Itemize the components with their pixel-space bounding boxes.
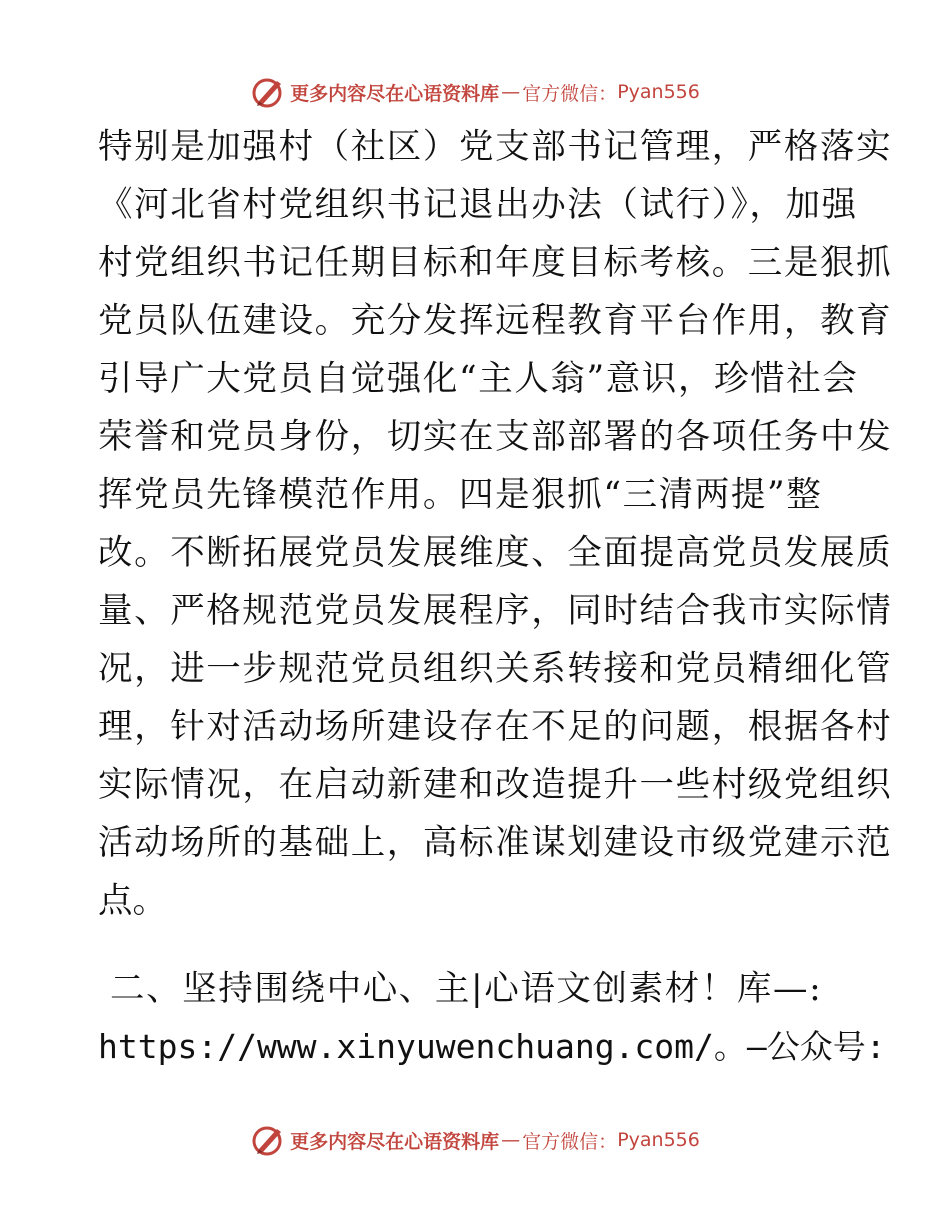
watermark-main-text: 更多内容尽在心语资料库 <box>290 1130 500 1153</box>
body-line: 荣誉和党员身份，切实在支部部署的各项任务中发 <box>98 417 893 457</box>
body-line: 理，针对活动场所建设存在不足的问题，根据各村 <box>98 707 893 747</box>
body-line: 实际情况，在启动新建和改造提升一些村级党组织 <box>98 765 893 805</box>
paragraph-gap <box>98 930 858 960</box>
watermark-wechat-id: Pyan556 <box>617 81 700 103</box>
watermark-wechat-label: 官方微信： <box>522 1130 618 1153</box>
watermark-separator: — <box>501 81 521 103</box>
header-watermark <box>0 72 950 112</box>
footer-watermark <box>0 1120 950 1160</box>
source-url-line: https://www.xinyuwenchuang.com/。—公众号: <box>98 1027 886 1066</box>
body-line: 点。 <box>98 881 167 921</box>
pen-logo-icon <box>250 1123 286 1157</box>
pen-logo-icon <box>250 75 286 109</box>
watermark-main-text: 更多内容尽在心语资料库 <box>290 82 500 105</box>
watermark-wechat-id: Pyan556 <box>617 1129 700 1151</box>
body-line: 挥党员先锋模范作用。四是狠抓“三清两提”整 <box>98 475 823 515</box>
watermark-wechat-label: 官方微信： <box>522 82 618 105</box>
body-line: 特别是加强村（社区）党支部书记管理，严格落实 <box>98 127 893 167</box>
body-line: 量、严格规范党员发展程序，同时结合我市实际情 <box>98 591 893 631</box>
document-body <box>98 118 893 1076</box>
body-line: 村党组织书记任期目标和年度目标考核。三是狠抓 <box>98 243 893 283</box>
body-line: 改。不断拓展党员发展维度、全面提高党员发展质 <box>98 533 893 573</box>
body-line: 引导广大党员自觉强化“主人翁”意识，珍惜社会 <box>98 359 859 399</box>
body-line: 况，进一步规范党员组织关系转接和党员精细化管 <box>98 649 893 689</box>
body-line: 活动场所的基础上，高标准谋划建设市级党建示范 <box>98 823 893 863</box>
watermark-separator: — <box>501 1129 521 1151</box>
body-line: 《河北省村党组织书记退出办法（试行）》，加强 <box>98 185 858 225</box>
body-line: 党员队伍建设。充分发挥远程教育平台作用，教育 <box>98 301 893 341</box>
section-heading: 二、坚持围绕中心、主|心语文创素材！库—: <box>110 969 823 1009</box>
